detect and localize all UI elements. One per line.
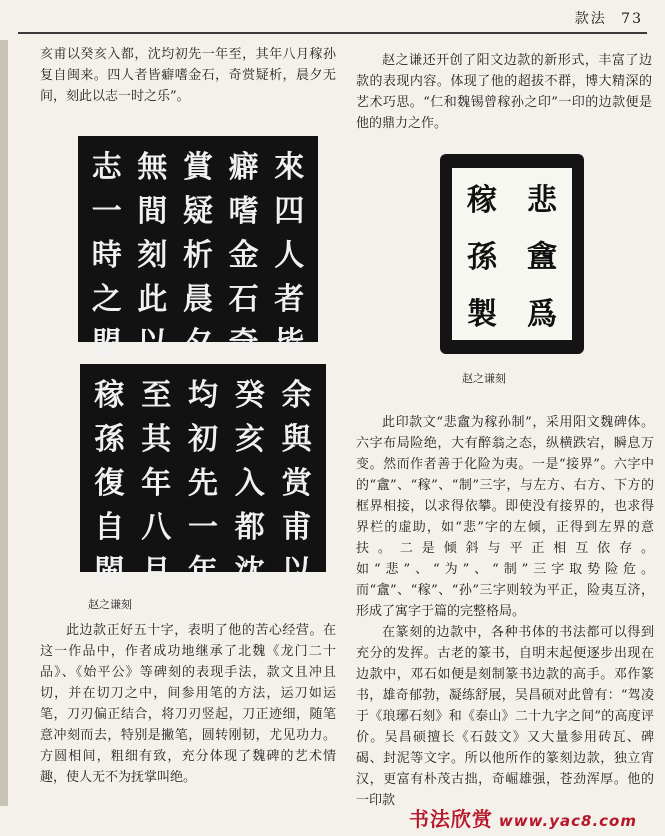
rubbing-character: 間 [137, 194, 168, 229]
caption-seal: 赵之谦刻 [462, 372, 506, 385]
seal-face [452, 168, 572, 340]
rubbing-character: 自 [94, 510, 125, 545]
rubbing-character: 復 [94, 466, 125, 501]
left-top-paragraph: 亥甫以癸亥入都，沈均初先一年至，其年八月稼孙复自闽来。四人者皆癖嗜金石，奇赏疑析，晨夕无间，刻此以志一时之乐”。 [40, 47, 336, 104]
rubbing-character: 至 [141, 378, 172, 413]
rubbing-character: 皆 [274, 326, 305, 361]
rubbing-character: 癸 [234, 378, 265, 413]
rubbing-character: 夕 [182, 326, 213, 361]
seal-character: 悲 [527, 182, 557, 218]
rubbing-character: 無 [137, 150, 168, 185]
rubbing-character: 志 [91, 150, 122, 185]
rubbing-character: 閩 [94, 554, 125, 589]
seal-character: 製 [467, 297, 497, 333]
page-edge-shadow [0, 40, 8, 806]
rubbing-character: 都 [234, 510, 265, 545]
right-top-paragraph: 赵之谦还开创了阳文边款的新形式，丰富了边款的表现内容。体现了他的超拔不群，博大精深的艺术巧思。“仁和魏锡曾稼孙之印”一印的边款便是他的鼎力之作。 [356, 53, 652, 131]
rubbing-character: 沈 [234, 554, 265, 589]
rubbing-character: 之 [91, 282, 122, 317]
seal-character: 稼 [467, 182, 497, 218]
rubbing-character: 八 [141, 510, 172, 545]
rubbing-character: 其 [141, 422, 172, 457]
rubbing-character: 嗜 [228, 194, 259, 229]
rubbing-character: 年 [141, 466, 172, 501]
rubbing-character: 均 [187, 378, 218, 413]
rubbing-character: 來 [274, 150, 305, 185]
rubbing-character: 與 [281, 422, 312, 457]
rubbing-character: 癖 [228, 150, 259, 185]
page-number: 73 [621, 11, 643, 27]
rubbing-character: 先 [187, 466, 218, 501]
rubbing-character: 赏 [281, 466, 312, 501]
rubbing-character: 亥 [234, 422, 265, 457]
rubbing-character: 金 [228, 238, 259, 273]
rubbing-image-1 [78, 136, 318, 361]
section-title: 款法 [574, 11, 607, 27]
rubbing-character: 者 [274, 282, 305, 317]
rubbing-character: 盟 [91, 326, 122, 361]
site-watermark [409, 803, 637, 832]
rubbing-character: 甫 [281, 510, 312, 545]
rubbing-character: 一 [91, 194, 122, 229]
rubbing-character: 年 [187, 554, 218, 589]
paragraph-seal-analysis: 此印款文“悲盦为稼孙制”，采用阳文魏碑体。六字布局险绝，大有醉翁之态，纵横跌宕，瞬息万变。然而作者善于化险为夷。一是“接界”。六字中的“盦”、“稼”、“制”三字，与左方、右方、下方的框界相接，以求得依攀。即使没有接界的，也求得界栏的虚助，如“悲”字的左倾，正得到左界的意扶。二是倾斜与平正相互依存。如“悲”、“为”、“制”三字取势险危。而“盦”、“稼”、“孙”三字则较为平正，险夷互济，形成了寓字于篇的完整格局。 [356, 415, 654, 619]
seal-character: 爲 [527, 297, 557, 333]
rubbing-character: 四 [274, 194, 305, 229]
rubbing-character: 刻 [137, 238, 168, 273]
rubbing-character: 以 [281, 554, 312, 589]
page-header [567, 8, 643, 28]
header-rule [18, 32, 647, 34]
watermark-site-name: 书法欣赏 [408, 807, 493, 831]
rubbing-character: 時 [91, 238, 122, 273]
rubbing-character: 余 [281, 378, 312, 413]
rubbing-character: 入 [234, 466, 265, 501]
rubbing-character: 疑 [182, 194, 213, 229]
seal-character: 盦 [527, 239, 557, 275]
rubbing-character: 晨 [182, 282, 213, 317]
watermark-url: www.yac8.com [498, 812, 637, 830]
rubbing-character: 以 [137, 326, 168, 361]
rubbing-character: 石 [228, 282, 259, 317]
rubbing-character: 析 [182, 238, 213, 273]
right-bottom-text [356, 412, 654, 811]
rubbing-character: 孫 [94, 422, 125, 457]
rubbing-character: 稼 [94, 378, 125, 413]
seal-impression [440, 154, 584, 354]
rubbing-character: 此 [137, 282, 168, 317]
left-bottom-paragraph: 此边款正好五十字，表明了他的苦心经营。在这一作品中，作者成功地继承了北魏《龙门二十品》、《始平公》等碑刻的表现手法，款文且冲且切，并在切刀之中，间参用笔的方法，运刀如运笔，刀刃偏正结合，将刀刃竖起，刀正迹细，随笔意冲刻而去，特别是撇笔，圆转刚韧，尤见功力。方圆相间，粗细有致，充分体现了魏碑的艺术情趣，使人无不为抚掌叫绝。 [40, 623, 336, 785]
rubbing-character: 奇 [228, 326, 259, 361]
paragraph-seal-script: 在篆刻的边款中，各种书体的书法都可以得到充分的发挥。古老的篆书，自明末起便逐步出现在边款中，邓石如便是刻制篆书边款的高手。邓作篆书，雄奇郁勃，凝练舒展，吴昌硕对此曾有：“驾凌于《琅琊石刻》和《泰山》二十九字之间”的高度评价。吴昌硕擅长《石鼓文》又大量参用砖瓦、碑碣、封泥等文字。所以他所作的篆刻边款，独立宵汉，更富有朴茂古拙，奇崛雄强，苍劲浑厚。他的一印款 [356, 625, 654, 808]
rubbing-character: 月 [141, 554, 172, 589]
rubbing-character: 人 [274, 238, 305, 273]
rubbing-image-2 [80, 364, 326, 589]
rubbing-character: 一 [187, 510, 218, 545]
rubbing-character: 賞 [182, 150, 213, 185]
rubbing-character: 初 [187, 422, 218, 457]
caption-rubbing: 赵之谦刻 [88, 598, 132, 611]
seal-character: 孫 [467, 239, 497, 275]
